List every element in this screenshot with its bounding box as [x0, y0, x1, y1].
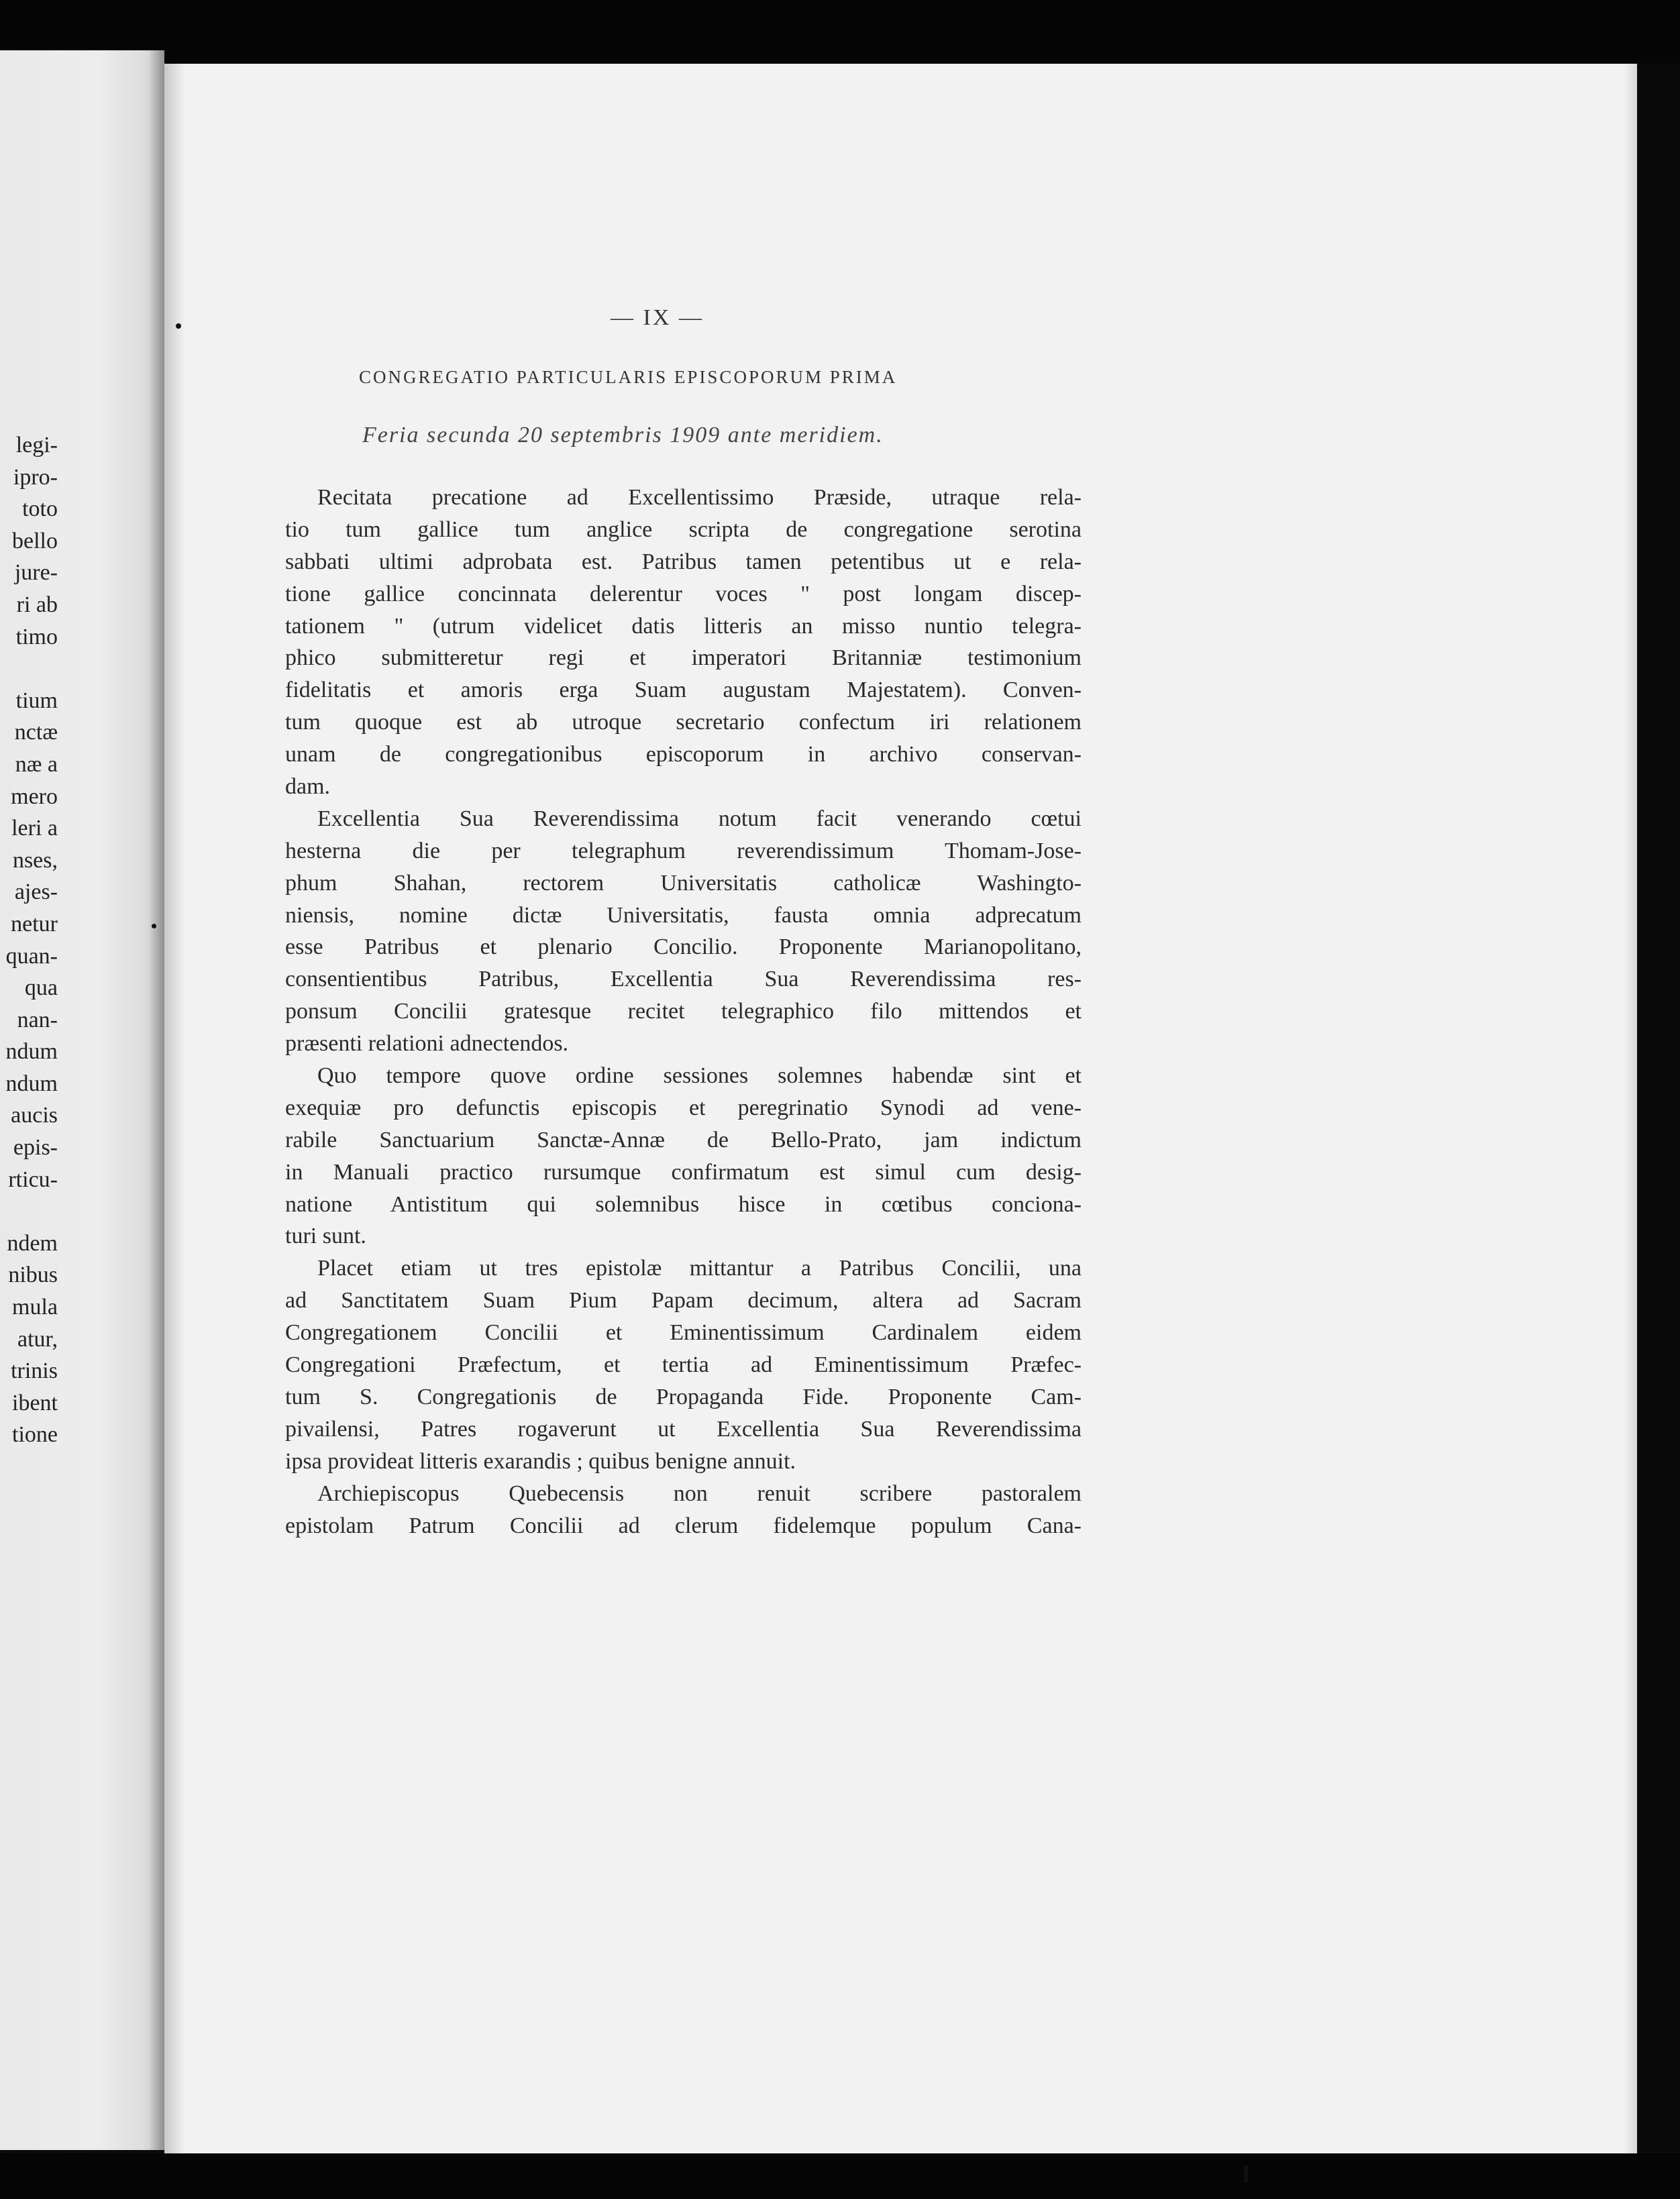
text-line: Excellentia Sua Reverendissima notum facit venerando cœtui — [317, 806, 1082, 831]
text-line: tationem " (utrum videlicet datis litteris an misso nuntio telegra- — [285, 613, 1082, 639]
page-gutter — [150, 50, 164, 2150]
text-line: consentientibus Patribus, Excellentia Sua Reverendissima res- — [285, 967, 1082, 992]
previous-page-line: netur — [11, 911, 58, 936]
previous-page-line: qua — [24, 975, 58, 1001]
previous-page-line: legi- — [15, 433, 58, 458]
previous-page-line: tium — [15, 688, 58, 713]
previous-page-line: ajes- — [14, 879, 58, 905]
body-text — [285, 482, 1082, 1542]
previous-page-line — [0, 653, 58, 685]
text-line: Recitata precatione ad Excellentissimo Præside, utraque rela- — [317, 485, 1082, 510]
previous-page-line: bello — [12, 528, 58, 553]
text-line: exequiæ pro defunctis episcopis et peregrinatio Synodi ad vene- — [285, 1095, 1082, 1120]
text-line: tione gallice concinnata delerentur voces " post longam discep- — [285, 581, 1082, 606]
film-frame-bottom — [0, 2153, 1680, 2199]
text-line: niensis, nomine dictæ Universitatis, fausta omnia adprecatum — [285, 902, 1082, 928]
previous-page-line: toto — [22, 496, 58, 522]
previous-page-line: epis- — [13, 1135, 58, 1161]
previous-page-line: leri a — [11, 816, 58, 841]
film-speck — [1244, 2165, 1248, 2183]
previous-page-line: nan- — [17, 1007, 58, 1032]
previous-page-line: quan- — [5, 943, 58, 969]
previous-page-line: mero — [11, 784, 58, 809]
text-line: turi sunt. — [285, 1224, 366, 1249]
text-line: ad Sanctitatem Suam Pium Papam decimum, altera ad Sacram — [285, 1288, 1082, 1313]
text-line: Congregationi Præfectum, et tertia ad Eminentissimum Præfec- — [285, 1352, 1082, 1378]
previous-page-line: ndum — [5, 1071, 58, 1096]
text-line: fidelitatis et amoris erga Suam augustam Majestatem). Conven- — [285, 678, 1082, 703]
previous-page-line: nctæ — [14, 720, 58, 745]
previous-page-line: ri ab — [16, 592, 58, 617]
text-line: natione Antistitum qui solemnibus hisce in cœtibus conciona- — [285, 1191, 1082, 1217]
film-frame-top — [0, 0, 1680, 64]
previous-page-text — [0, 429, 58, 1451]
text-line: præsenti relationi adnectendos. — [285, 1031, 569, 1057]
previous-page-line: rticu- — [8, 1167, 58, 1192]
text-line: Placet etiam ut tres epistolæ mittantur a Patribus Concilii, una — [317, 1256, 1082, 1281]
previous-page-line: ndum — [5, 1039, 58, 1065]
previous-page-line: jure- — [14, 560, 58, 586]
text-line: Quo tempore quove ordine sessiones solemnes habendæ sint et — [317, 1063, 1082, 1089]
text-line: unam de congregationibus episcoporum in archivo conservan- — [285, 742, 1082, 767]
text-line: ponsum Concilii gratesque recitet telegraphico filo mittendos et — [285, 999, 1082, 1024]
previous-page-line: tione — [12, 1422, 58, 1448]
text-line: Congregationem Concilii et Eminentissimum Cardinalem eidem — [285, 1320, 1082, 1346]
text-line: epistolam Patrum Concilii ad clerum fidelemque populum Cana- — [285, 1513, 1082, 1538]
previous-page-line: ibent — [12, 1390, 58, 1415]
previous-page — [0, 50, 164, 2150]
text-line: tum S. Congregationis de Propaganda Fide. Proponente Cam- — [285, 1384, 1082, 1409]
text-line: ipsa provideat litteris exarandis ; quibus benigne annuit. — [285, 1448, 796, 1474]
previous-page-line: atur, — [17, 1326, 58, 1352]
page-edge-shadow — [1624, 64, 1637, 2153]
page-number: — IX — — [611, 305, 704, 330]
previous-page-line: trinis — [11, 1358, 58, 1384]
previous-page-line: ndem — [7, 1230, 58, 1256]
text-line: dam. — [285, 774, 331, 800]
text-line: esse Patribus et plenario Concilio. Proponente Marianopolitano, — [285, 934, 1082, 960]
previous-page-line: næ a — [15, 751, 58, 777]
text-line: tio tum gallice tum anglice scripta de congregatione serotina — [285, 517, 1082, 542]
text-line: phico submitteretur regi et imperatori Britanniæ testimonium — [285, 645, 1082, 671]
text-line: hesterna die per telegraphum reverendissimum Thomam-Jose- — [285, 838, 1082, 863]
section-heading: CONGREGATIO PARTICULARIS EPISCOPORUM PRIMA — [359, 367, 898, 387]
text-line: pivailensi, Patres rogaverunt ut Excellentia Sua Reverendissima — [285, 1416, 1082, 1442]
text-line: Archiepiscopus Quebecensis non renuit scribere pastoralem — [317, 1481, 1082, 1506]
previous-page-line: ipro- — [13, 464, 58, 490]
text-line: phum Shahan, rectorem Universitatis catholicæ Washingto- — [285, 870, 1082, 896]
text-line: sabbati ultimi adprobata est. Patribus tamen petentibus ut e rela- — [285, 549, 1082, 574]
previous-page-line: nibus — [8, 1263, 58, 1288]
previous-page-line: timo — [15, 624, 58, 649]
session-date: Feria secunda 20 septembris 1909 ante meridiem. — [362, 423, 884, 447]
text-line: rabile Sanctuarium Sanctæ-Annæ de Bello-Prato, jam indictum — [285, 1127, 1082, 1152]
previous-page-line — [0, 1195, 58, 1228]
film-speck — [176, 323, 181, 329]
text-line: in Manuali practico rursumque confirmatum est simul cum desig- — [285, 1159, 1082, 1185]
text-line: tum quoque est ab utroque secretario confectum iri relationem — [285, 710, 1082, 735]
previous-page-line: mula — [12, 1295, 58, 1320]
previous-page-line: aucis — [11, 1103, 58, 1128]
film-speck — [152, 924, 156, 928]
page-edge-shadow — [164, 64, 185, 2153]
previous-page-line: nses, — [12, 847, 58, 873]
